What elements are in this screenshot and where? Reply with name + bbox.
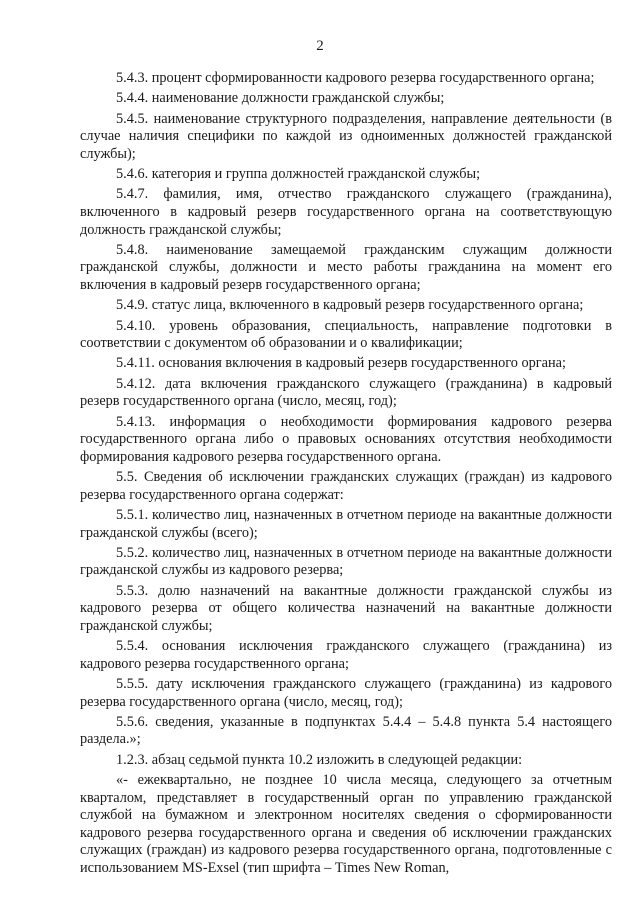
paragraph-quarterly-report: «- ежеквартально, не позднее 10 числа месяца, следующего за отчетным кварталом, представляет в государственный орган по управлению гражданской службой на бумажном и электронном носителях сведения о сформированности кадрового резерва государственного органа и сведения об исключении гражданских служащих (граждан) из кадрового резерва государственного органа, подготовленные с использованием MS-Exsel (тип шрифта – Times New Roman, bbox=[80, 772, 612, 876]
document-body bbox=[80, 70, 612, 880]
paragraph-5-4-3: 5.4.3. процент сформированности кадрового резерва государственного органа; bbox=[116, 70, 595, 86]
paragraph-5-4-4: 5.4.4. наименование должности гражданской службы; bbox=[116, 90, 445, 107]
paragraph-5-4-13: 5.4.13. информация о необходимости формирования кадрового резерва государственного органа либо о правовых основаниях отсутствия необходимости формирования кадрового резерва государственного органа. bbox=[80, 413, 612, 465]
paragraph-5-4-11: 5.4.11. основания включения в кадровый резерв государственного органа; bbox=[116, 355, 566, 372]
paragraph-5-5-4: 5.5.4. основания исключения гражданского служащего (гражданина) из кадрового резерва государственного органа; bbox=[80, 638, 612, 672]
paragraph-5-5: 5.5. Сведения об исключении гражданских служащих (граждан) из кадрового резерва государственного органа содержат: bbox=[80, 469, 612, 503]
paragraph-5-4-8: 5.4.8. наименование замещаемой гражданским служащим должности гражданской службы, должности и место работы гражданина на момент его включения в кадровый резерв государственного органа; bbox=[80, 241, 612, 293]
page-number: 2 bbox=[316, 38, 324, 54]
paragraph-5-4-12: 5.4.12. дата включения гражданского служащего (гражданина) в кадровый резерв государственного органа (число, месяц, год); bbox=[80, 375, 612, 410]
paragraph-5-5-6: 5.5.6. сведения, указанные в подпунктах 5.4.4 – 5.4.8 пункта 5.4 настоящего раздела.»; bbox=[80, 713, 612, 748]
paragraph-5-5-5: 5.5.5. дату исключения гражданского служащего (гражданина) из кадрового резерва государственного органа (число, месяц, год); bbox=[80, 676, 612, 710]
paragraph-5-5-3: 5.5.3. долю назначений на вакантные должности гражданской службы из кадрового резерва от общего количества назначений на вакантные должности гражданской службы; bbox=[80, 582, 612, 634]
paragraph-5-4-7: 5.4.7. фамилия, имя, отчество гражданского служащего (гражданина), включенного в кадровый резерв государственного органа на соответствующую должность гражданской службы; bbox=[80, 186, 612, 238]
paragraph-5-4-5: 5.4.5. наименование структурного подразделения, направление деятельности (в случае наличия специфики по каждой из одноименных должностей гражданской службы); bbox=[80, 110, 612, 162]
paragraph-5-5-1: 5.5.1. количество лиц, назначенных в отчетном периоде на вакантные должности гражданской службы (всего); bbox=[80, 506, 612, 541]
paragraph-5-4-9: 5.4.9. статус лица, включенного в кадровый резерв государственного органа; bbox=[116, 297, 584, 314]
paragraph-5-5-2: 5.5.2. количество лиц, назначенных в отчетном периоде на вакантные должности гражданской службы из кадрового резерва; bbox=[80, 544, 612, 579]
paragraph-1-2-3: 1.2.3. абзац седьмой пункта 10.2 изложить в следующей редакции: bbox=[116, 751, 523, 768]
paragraph-5-4-10: 5.4.10. уровень образования, специальность, направление подготовки в соответствии с документом об образовании и о квалификации; bbox=[80, 317, 612, 352]
paragraph-5-4-6: 5.4.6. категория и группа должностей гражданской службы; bbox=[116, 166, 481, 183]
